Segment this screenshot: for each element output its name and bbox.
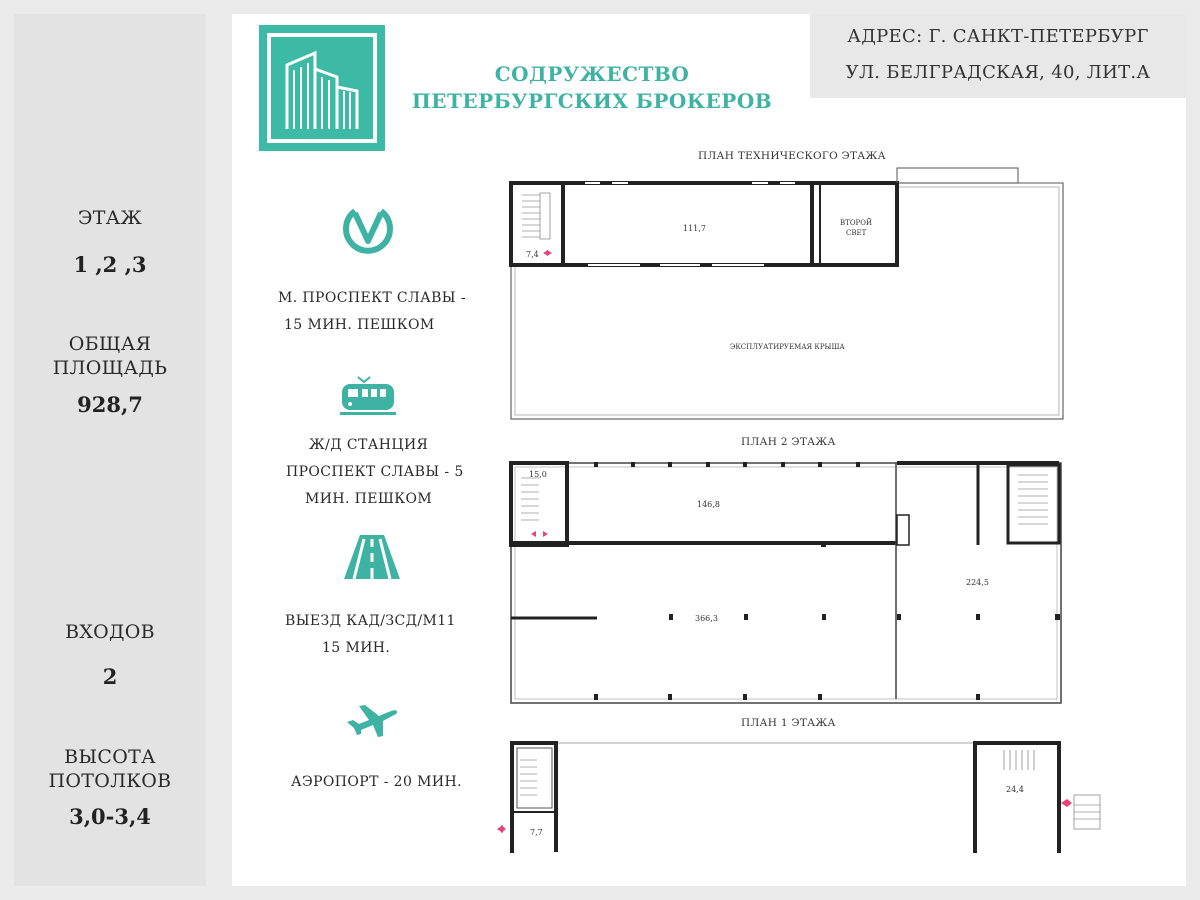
tech-stair-area: 7,4 [526,250,539,259]
floor2-room-c-area: 224,5 [966,578,989,587]
entrances-label: ВХОДОВ [65,621,155,643]
metro-text-line2: 15 МИН. ПЕШКОМ [284,317,435,333]
second-light-label-line1: ВТОРОЙ [840,219,873,227]
floor2-title: ПЛАН 2 ЭТАЖА [741,436,836,448]
address-line2: УЛ. БЕЛГРАДСКАЯ, 40, ЛИТ.А [845,62,1151,83]
ceiling-height-label-line2: ПОТОЛКОВ [48,770,172,792]
tech-floor-title: ПЛАН ТЕХНИЧЕСКОГО ЭТАЖА [698,150,886,162]
floor1-room-a-area: 7,7 [530,828,543,837]
road-text-line2: 15 МИН. [322,640,391,656]
brand-name-line1: СОДРУЖЕСТВО [494,62,690,86]
technical-floor-plan [511,168,1063,419]
train-text-line3: МИН. ПЕШКОМ [305,491,433,507]
total-area-label-line2: ПЛОЩАДЬ [52,357,168,379]
total-area-value: 928,7 [77,392,143,417]
ceiling-height-value: 3,0-3,4 [69,804,151,829]
train-text-line2: ПРОСПЕКТ СЛАВЫ - 5 [286,464,464,480]
brand-name-line2: ПЕТЕРБУРГСКИХ БРОКЕРОВ [411,89,773,113]
floor2-stair-area: 15,0 [529,470,547,479]
floor2-room-a-area: 146,8 [697,500,720,509]
total-area-label-line1: ОБЩАЯ [68,333,152,355]
entrances-value: 2 [102,664,118,689]
airport-text: АЭРОПОРТ - 20 МИН. [291,774,462,790]
roof-label: ЭКСПЛУАТИРУЕМАЯ КРЫША [730,343,845,351]
floor2-room-b-area: 366,3 [695,614,718,623]
floor1-room-b-area: 24,4 [1006,785,1024,794]
ceiling-height-label-line1: ВЫСОТА [64,746,156,768]
floor-label: ЭТАЖ [77,207,143,229]
first-floor-plan [497,743,1100,853]
road-text-line1: ВЫЕЗД КАД/ЗСД/М11 [285,613,456,629]
metro-text-line1: М. ПРОСПЕКТ СЛАВЫ - [278,290,466,306]
tech-room-area: 111,7 [683,224,706,233]
train-text-line1: Ж/Д СТАНЦИЯ [309,437,429,453]
floor-value: 1 ,2 ,3 [73,252,147,277]
second-light-label-line2: СВЕТ [846,229,867,237]
floor1-title: ПЛАН 1 ЭТАЖА [741,717,836,729]
address-line1: АДРЕС: Г. САНКТ-ПЕТЕРБУРГ [847,26,1149,47]
